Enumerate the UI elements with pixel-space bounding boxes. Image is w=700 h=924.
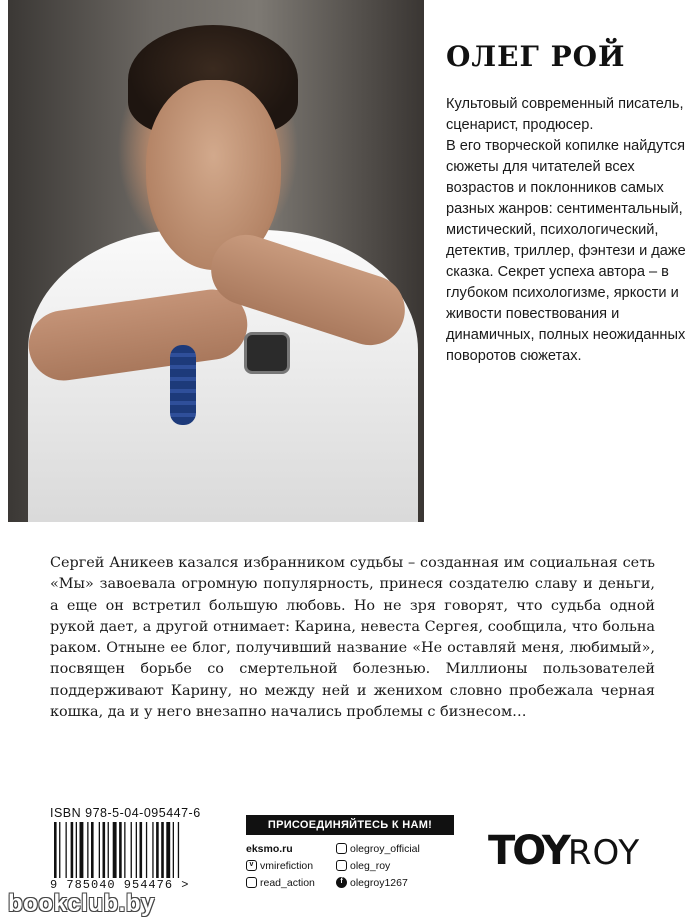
barcode-bar (136, 822, 137, 878)
instagram-official-link[interactable] (336, 843, 486, 855)
watch-icon (244, 332, 290, 374)
author-bio (446, 94, 691, 367)
barcode-bar (124, 822, 125, 878)
instagram-oleg-link[interactable] (336, 860, 486, 872)
vk-link[interactable] (246, 860, 336, 872)
instagram-icon (336, 860, 347, 871)
barcode-bar (99, 822, 100, 878)
social-header: ПРИСОЕДИНЯЙТЕСЬ К НАМ! (246, 815, 454, 835)
toyroy-logo (488, 828, 640, 874)
social-links (246, 840, 496, 891)
logo-roy: ROY (567, 833, 641, 873)
barcode-bar (59, 822, 60, 878)
site-link[interactable] (246, 843, 336, 855)
barcode-bar (54, 822, 57, 878)
barcode (50, 822, 226, 882)
facebook-link[interactable] (336, 877, 486, 889)
watermark: bookclub.by (8, 890, 155, 917)
bracelet-shape (170, 345, 196, 425)
author-name: ОЛЕГ РОЙ (446, 40, 626, 73)
instagram-icon (336, 843, 347, 854)
barcode-digits: 9 785040 954476 > (50, 878, 226, 892)
site-label: eksmo.ru (246, 842, 293, 855)
barcode-bar (91, 822, 94, 878)
barcode-bar (178, 822, 179, 878)
barcode-bar (108, 822, 109, 878)
instagram-icon (246, 877, 257, 888)
barcode-bar (161, 822, 164, 878)
vk-label: vmirefiction (260, 859, 314, 872)
barcode-bar (119, 822, 122, 878)
barcode-bar (152, 822, 153, 878)
instagram-read-label: read_action (260, 876, 315, 889)
logo-toy: TOY (488, 828, 568, 874)
barcode-bar (80, 822, 84, 878)
barcode-bar (87, 822, 88, 878)
book-blurb: Сергей Аникеев казался избранником судьбы – созданная им социальная сеть «Мы» завоевала огромную популярность, принеся создателю славу и деньги, а еще он встретил большую любовь. Но не зря говорят, что судьба одной рукой дает, а другой отнимает: Карина, невеста Сергея, сообщила, что больна раком. Отныне ее блог, получивший название «Не оставляй меня, любимый», посвящен борьбе со смертельной болезнью. Миллионы пользователей поддерживают Карину, но между ней и женихом словно пробежала черная кошка, да и у него внезапно начались проблемы с бизнесом… (50, 555, 655, 721)
barcode-bar (146, 822, 147, 878)
bio-paragraph: В его творческой копилке найдутся сюжеты для читателей всех возрастов и поклонников самых разных жанров: сентиментальный, мистический, психологический, детектив, триллер, фэнтези и даже сказка. Секрет успеха автора – в глубоком психологизме, яркости и живости повествования и динамичных, полных неожиданных поворотов сюжетах. (446, 138, 686, 364)
barcode-bar (76, 822, 77, 878)
barcode-bar (166, 822, 170, 878)
vk-icon: v (246, 860, 257, 871)
author-photo (8, 0, 424, 522)
barcode-bar (113, 822, 117, 878)
facebook-label: olegroy1267 (350, 876, 408, 889)
barcode-bar (103, 822, 106, 878)
barcode-icon (50, 822, 226, 880)
instagram-oleg-label: oleg_roy (350, 859, 391, 872)
barcode-bar (173, 822, 174, 878)
bio-paragraph: Культовый современный писатель, сценарист, продюсер. (446, 96, 684, 133)
instagram-official-label: olegroy_official (350, 842, 420, 855)
facebook-icon: f (336, 877, 347, 888)
instagram-read-link[interactable] (246, 877, 336, 889)
barcode-bar (71, 822, 74, 878)
barcode-bar (156, 822, 159, 878)
barcode-bar (140, 822, 143, 878)
barcode-bar (131, 822, 132, 878)
isbn-text: ISBN 978-5-04-095447-6 (50, 806, 201, 820)
barcode-bar (66, 822, 67, 878)
